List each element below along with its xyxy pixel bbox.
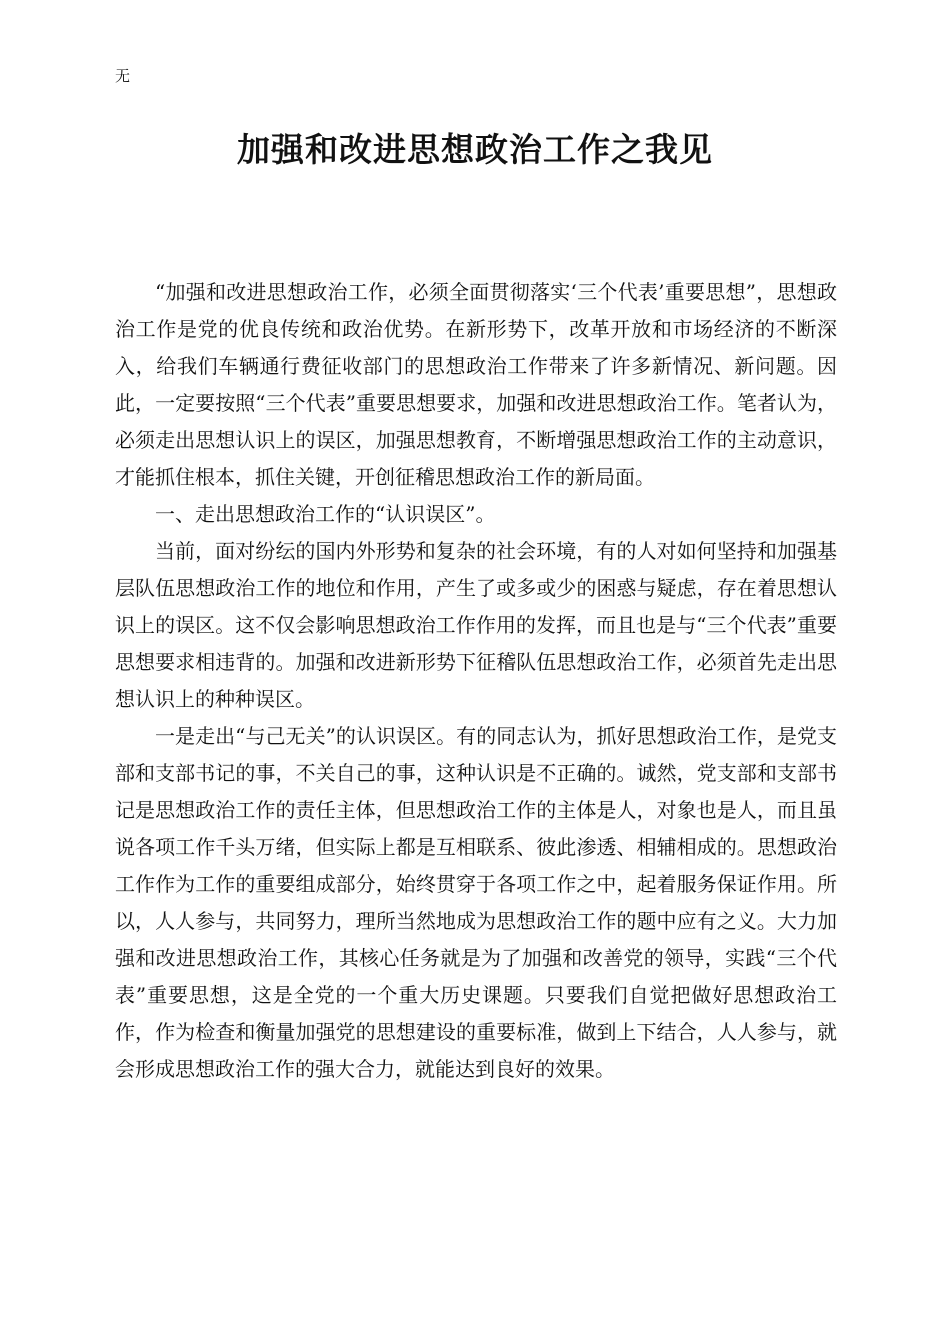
document-body [115, 274, 837, 1088]
header-mark: 无 [115, 67, 131, 85]
document-title: 加强和改进思想政治工作之我见 [237, 130, 713, 169]
paragraph-current-situation: 当前，面对纷纭的国内外形势和复杂的社会环境，有的人对如何坚持和加强基层队伍思想政治工作的地位和作用，产生了或多或少的困惑与疑虑，存在着思想认识上的误区。这不仅会影响思想政治工作作用的发挥，而且也是与“三个代表”重要思想要求相违背的。加强和改进新形势下征稽队伍思想政治工作，必须首先走出思想认识上的种种误区。 [115, 539, 837, 711]
section-heading-1: 一、走出思想政治工作的“认识误区”。 [155, 502, 496, 526]
paragraph-point-one: 一是走出“与己无关”的认识误区。有的同志认为，抓好思想政治工作，是党支部和支部书记的事，不关自己的事，这种认识是不正确的。诚然，党支部和支部书记是思想政治工作的责任主体，但思想政治工作的主体是人，对象也是人，而且虽说各项工作千头万绪，但实际上都是互相联系、彼此渗透、相辅相成的。思想政治工作作为工作的重要组成部分，始终贯穿于各项工作之中，起着服务保证作用。所以，人人参与，共同努力，理所当然地成为思想政治工作的题中应有之义。大力加强和改进思想政治工作，其核心任务就是为了加强和改善党的领导，实践“三个代表”重要思想，这是全党的一个重大历史课题。只要我们自觉把做好思想政治工作，作为检查和衡量加强党的思想建设的重要标准，做到上下结合，人人参与，就会形成思想政治工作的强大合力，就能达到良好的效果。 [115, 724, 837, 1081]
paragraph-intro: “加强和改进思想政治工作，必须全面贯彻落实‘三个代表’重要思想”，思想政治工作是党的优良传统和政治优势。在新形势下，改革开放和市场经济的不断深入，给我们车辆通行费征收部门的思想政治工作带来了许多新情况、新问题。因此，一定要按照“三个代表”重要思想要求，加强和改进思想政治工作。笔者认为，必须走出思想认识上的误区，加强思想教育，不断增强思想政治工作的主动意识，才能抓住根本，抓住关键，开创征稽思想政治工作的新局面。 [115, 280, 837, 489]
